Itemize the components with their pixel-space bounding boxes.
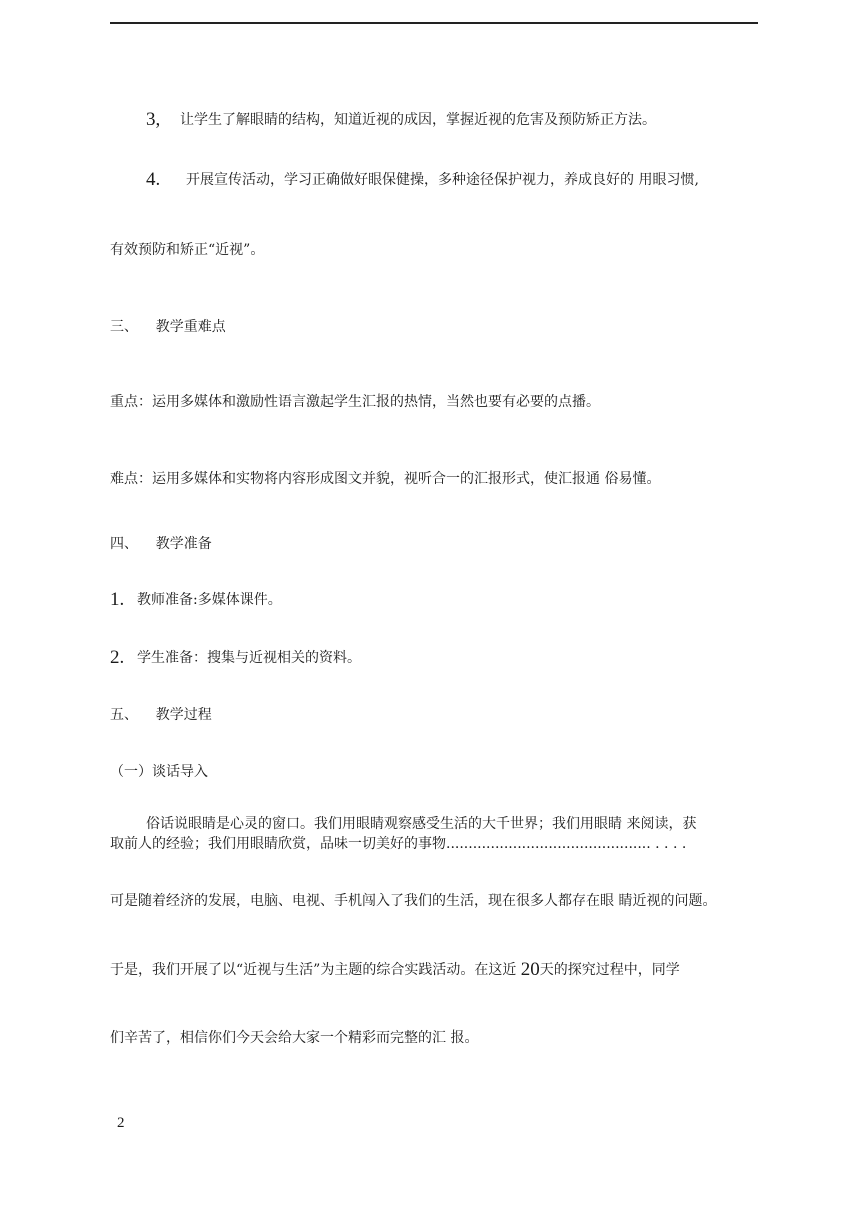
text-segment: 天的探究过程中，同学	[539, 962, 680, 978]
list-text: 学生准备：搜集与近视相关的资料。	[137, 650, 361, 666]
section-heading-key-difficult: 三、 教学重难点	[110, 319, 226, 335]
text-segment: 于是，我们开展了以“近视与生活”为主题的综合实践活动。在这近	[110, 962, 521, 978]
intro-paragraph-line-2: 取前人的经验；我们用眼睛欣赏，品味一切美好的事物.............................................. . . . .	[110, 836, 687, 852]
prep-item-1	[110, 591, 282, 609]
list-number: 2.	[110, 647, 125, 668]
list-number: 1.	[110, 589, 125, 610]
key-point-paragraph: 重点：运用多媒体和激励性语言激起学生汇报的热情，当然也要有必要的点播。	[110, 394, 600, 410]
section-heading-preparation: 四、 教学准备	[110, 536, 212, 552]
list-text: 开展宣传活动，学习正确做好眼保健操，多种途径保护视力，养成良好的 用眼习惯,	[186, 172, 699, 188]
list-number: 4.	[146, 169, 161, 190]
list-text: 让学生了解眼睛的结构，知道近视的成因，掌握近视的危害及预防矫正方法。	[180, 112, 656, 128]
intro-paragraph-3	[110, 961, 680, 979]
page-number: 2	[117, 1115, 125, 1131]
goal-item-4	[146, 171, 699, 189]
intro-paragraph-4: 们辛苦了，相信你们今天会给大家一个精彩而完整的汇 报。	[110, 1030, 479, 1046]
prep-item-2	[110, 649, 361, 667]
subsection-heading-intro: （一）谈话导入	[110, 764, 208, 780]
day-count: 20	[520, 959, 540, 980]
goal-item-4-continued: 有效预防和矫正“近视”。	[110, 242, 265, 258]
intro-paragraph-2: 可是随着经济的发展，电脑、电视、手机闯入了我们的生活，现在很多人都存在眼 睛近视的问题。	[110, 893, 717, 909]
list-number: 3,	[146, 109, 161, 130]
list-text: 教师准备:多媒体课件。	[137, 592, 282, 608]
goal-item-3	[146, 111, 656, 129]
difficult-point-paragraph: 难点：运用多媒体和实物将内容形成图文并貌，视听合一的汇报形式，使汇报通 俗易懂。	[110, 471, 661, 487]
section-heading-process: 五、 教学过程	[110, 707, 212, 723]
header-rule	[110, 22, 758, 24]
intro-paragraph-line-1: 俗话说眼睛是心灵的窗口。我们用眼睛观察感受生活的大千世界；我们用眼睛 来阅读，获	[146, 816, 697, 832]
